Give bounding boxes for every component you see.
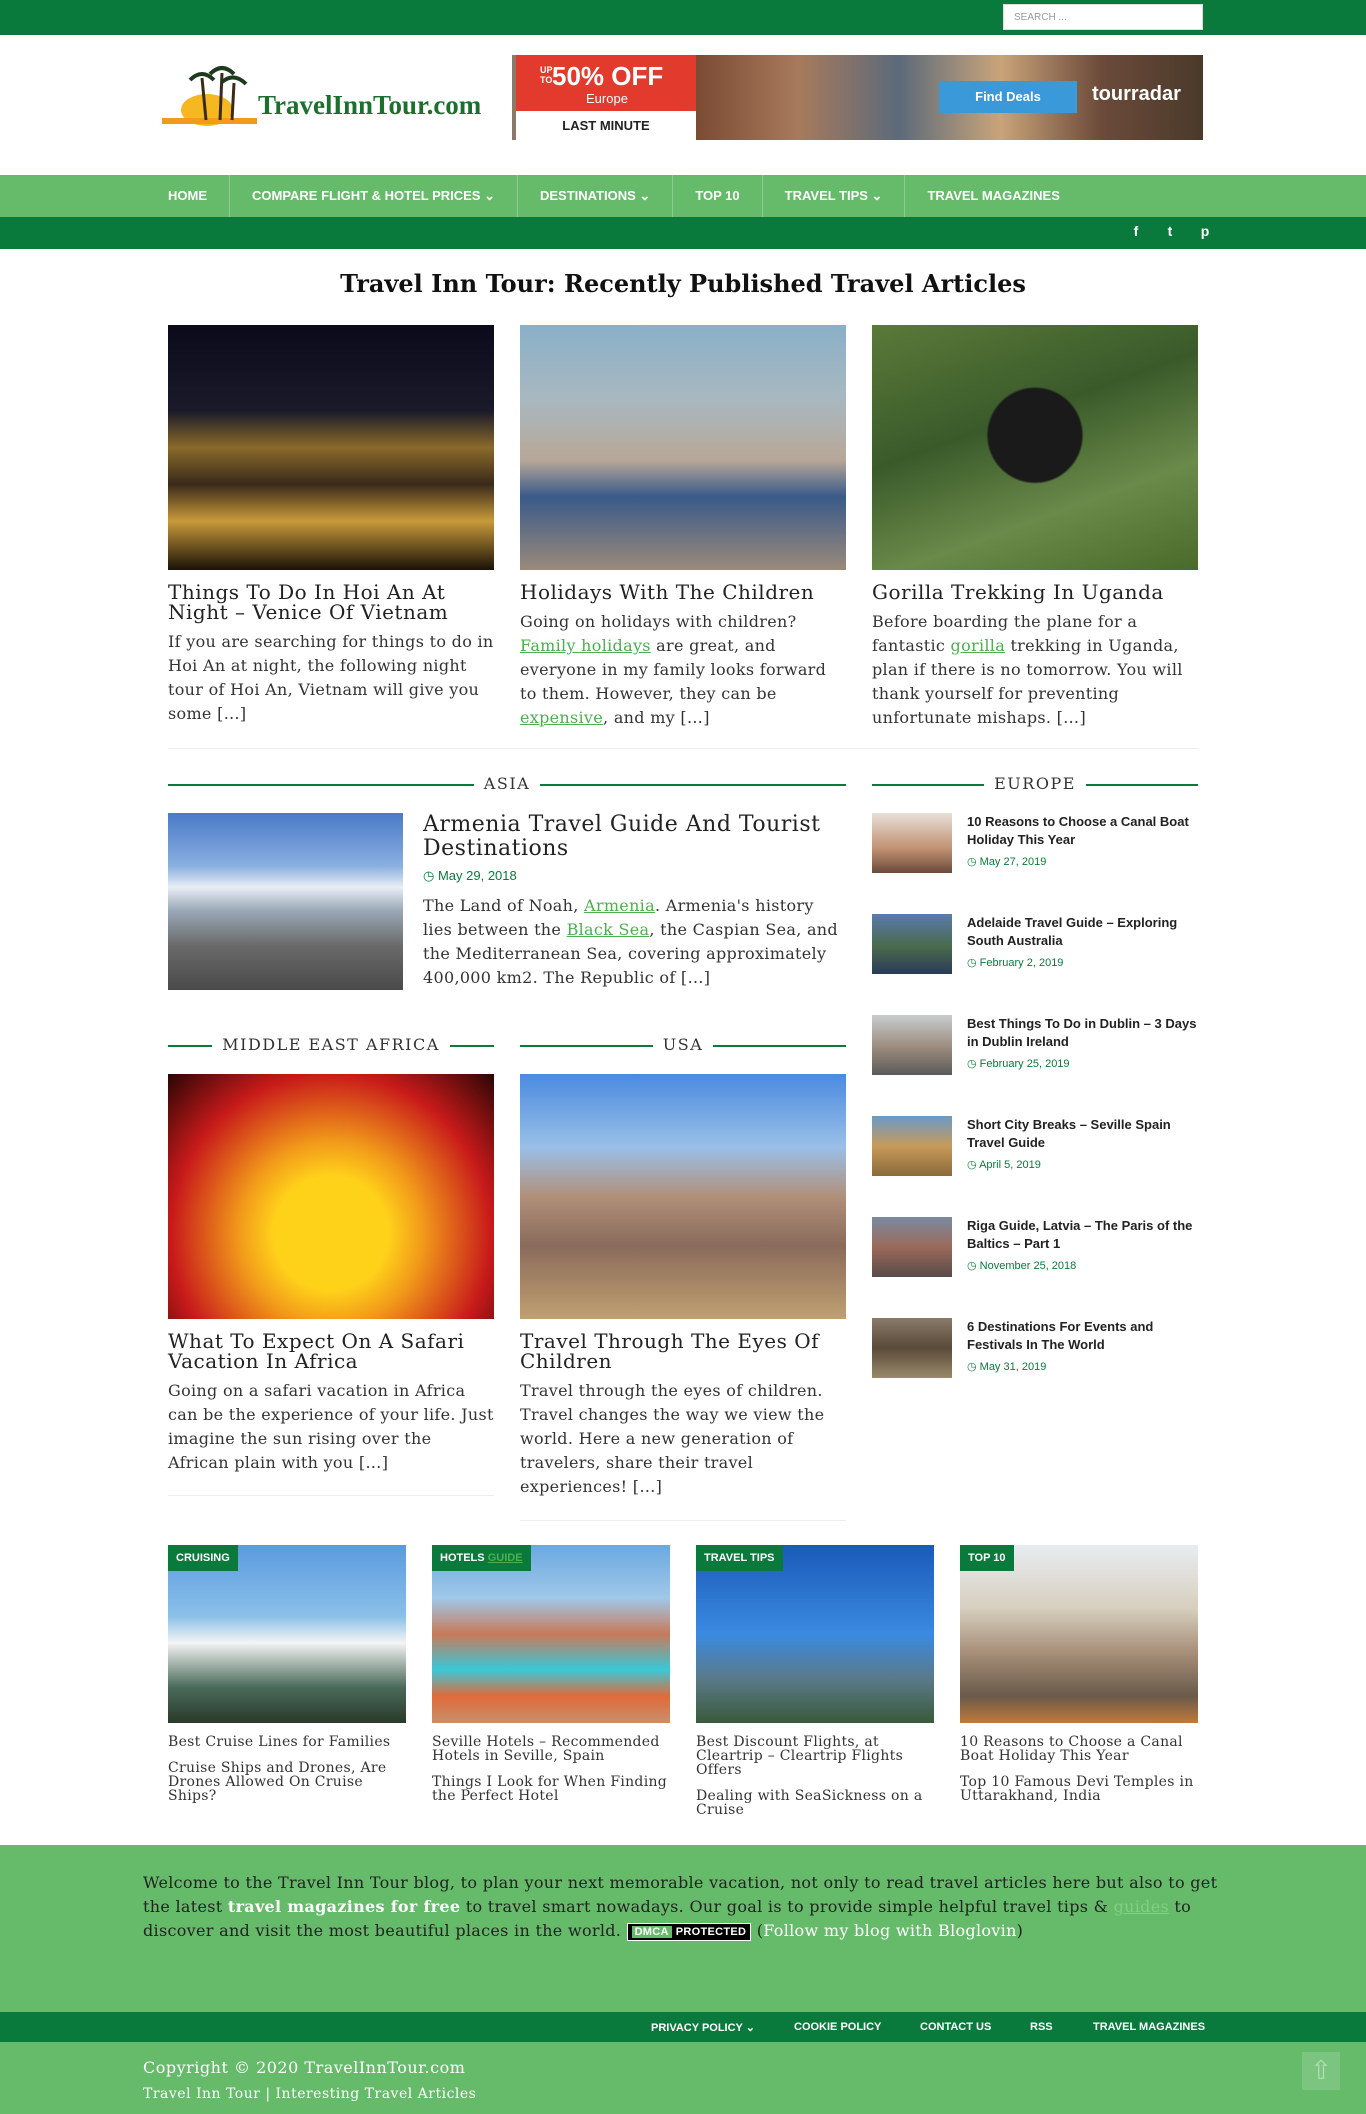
section-heading-usa[interactable]: USA [520, 1035, 846, 1055]
asia-date: ◷ May 29, 2018 [423, 868, 517, 883]
footer-about [0, 1845, 1366, 2012]
category-block-top10 [960, 1545, 1198, 1803]
social-bar [0, 217, 1366, 249]
banner-ad[interactable] [512, 55, 1203, 140]
footer-about-text: Welcome to the Travel Inn Tour blog, to plan your next memorable vacation, not only to read travel articles here but also to get the latest travel magazines for free to travel smart nowadays. Our goal is to provide simple helpful travel tips & guides to discover and visit the most beautiful places in the world. DMCA PROTECTED (Follow my blog with Bloglovin) [143, 1873, 1218, 1940]
category-link[interactable]: Top 10 Famous Devi Temples in Uttarakhand, India [960, 1774, 1194, 1804]
europe-item-title[interactable]: Best Things To Do in Dublin – 3 Days in Dublin Ireland [967, 1016, 1197, 1049]
site-logo[interactable] [162, 58, 482, 148]
category-block-hotels [432, 1545, 670, 1803]
card-title[interactable]: Travel Through The Eyes Of Children [520, 1329, 820, 1373]
footer-cookie-policy[interactable]: COOKIE POLICY [794, 2021, 882, 2033]
recent-card-holidays [520, 325, 846, 730]
grand-canyon-image[interactable] [520, 1074, 846, 1319]
europe-thumb[interactable] [872, 1015, 952, 1075]
category-link[interactable]: Seville Hotels – Recommended Hotels in Seville, Spain [432, 1734, 660, 1764]
gorilla-link[interactable]: gorilla [950, 636, 1006, 655]
europe-item-date: ◷ February 2, 2019 [967, 957, 1064, 969]
london-image[interactable] [960, 1545, 1198, 1723]
footer-contact-us[interactable]: CONTACT US [920, 2021, 992, 2033]
family-holidays-link[interactable]: Family holidays [520, 636, 651, 655]
asia-title[interactable]: Armenia Travel Guide And Tourist Destinations [423, 812, 821, 861]
usa-card [520, 1074, 846, 1499]
hoi-an-image[interactable] [168, 325, 494, 570]
europe-item-title[interactable]: 10 Reasons to Choose a Canal Boat Holiday This Year [967, 814, 1189, 847]
footer-rss[interactable]: RSS [1030, 2021, 1053, 2033]
nav-top10[interactable]: TOP 10 [673, 175, 762, 217]
section-heading-asia[interactable]: ASIA [168, 774, 846, 794]
europe-item[interactable] [872, 1217, 1198, 1297]
europe-item-date: ◷ April 5, 2019 [967, 1159, 1041, 1171]
europe-item-date: ◷ May 27, 2019 [967, 856, 1047, 868]
card-excerpt: Going on holidays with children? Family holidays are great, and everyone in my family looks forward to them. However, they can be expensive, and my […] [520, 612, 827, 727]
ad-offer [516, 55, 696, 111]
cruise-image[interactable] [168, 1545, 406, 1723]
guide-link[interactable]: GUIDE [487, 1552, 523, 1564]
card-excerpt: Travel through the eyes of children. Travel changes the way we view the world. Here a new generation of travelers, share their travel experiences! […] [520, 1381, 825, 1496]
hotel-pool-image[interactable] [432, 1545, 670, 1723]
holidays-image[interactable] [520, 325, 846, 570]
ad-upto: UP TO [540, 65, 553, 85]
category-link[interactable]: Best Cruise Lines for Families [168, 1734, 391, 1750]
footer-bottom [0, 2042, 1366, 2114]
card-excerpt: Going on a safari vacation in Africa can be the experience of your life. Just imagine the sun rising over the African plain with you […] [168, 1381, 494, 1472]
europe-item[interactable] [872, 1116, 1198, 1196]
site-tagline: Travel Inn Tour | Interesting Travel Articles [143, 2086, 477, 2102]
search-input[interactable]: SEARCH ... [1003, 4, 1203, 30]
recent-card-hoi-an [168, 325, 494, 726]
card-excerpt: If you are searching for things to do in Hoi An at night, the following night tour of Hoi An, Vietnam will give you some […] [168, 632, 494, 723]
nav-destinations[interactable]: DESTINATIONS ⌄ [518, 175, 673, 217]
europe-thumb[interactable] [872, 914, 952, 974]
europe-thumb[interactable] [872, 813, 952, 873]
category-link[interactable]: Dealing with SeaSickness on a Cruise [696, 1788, 923, 1818]
bloglovin-link[interactable]: Follow my blog with Bloglovin [763, 1921, 1017, 1940]
footer-nav [0, 2012, 1366, 2042]
top-bar [0, 0, 1366, 35]
mea-card [168, 1074, 494, 1475]
europe-thumb[interactable] [872, 1116, 952, 1176]
europe-item[interactable] [872, 1015, 1198, 1095]
palm-sunset-icon [162, 58, 262, 148]
ad-percent: 50% OFF [552, 61, 664, 91]
category-tag[interactable]: TOP 10 [960, 1545, 1014, 1571]
europe-item[interactable] [872, 1318, 1198, 1398]
section-heading-mea[interactable]: MIDDLE EAST AFRICA [168, 1035, 494, 1055]
ad-last-minute: LAST MINUTE [516, 111, 696, 140]
nav-travel-magazines[interactable]: TRAVEL MAGAZINES [927, 188, 1060, 203]
armenia-image[interactable] [168, 813, 403, 990]
logo-text: TravelInnTour.com [258, 90, 482, 120]
card-title[interactable]: Gorilla Trekking In Uganda [872, 580, 1164, 604]
category-block-cruising [168, 1545, 406, 1803]
category-link[interactable]: 10 Reasons to Choose a Canal Boat Holiday This Year [960, 1734, 1183, 1764]
black-sea-link[interactable]: Black Sea [566, 920, 650, 939]
dmca-badge[interactable]: DMCA PROTECTED [627, 1923, 752, 1941]
safari-image[interactable] [168, 1074, 494, 1319]
footer-privacy-policy[interactable]: PRIVACY POLICY ⌄ [651, 2022, 755, 2034]
guides-link[interactable]: guides [1113, 1897, 1169, 1916]
category-link[interactable]: Things I Look for When Finding the Perfect Hotel [432, 1774, 668, 1804]
main-nav [0, 175, 1366, 217]
nav-compare[interactable]: COMPARE FLIGHT & HOTEL PRICES ⌄ [230, 175, 518, 217]
expensive-link[interactable]: expensive [520, 708, 604, 727]
footer-travel-magazines[interactable]: TRAVEL MAGAZINES [1093, 2021, 1206, 2033]
europe-thumb[interactable] [872, 1217, 952, 1277]
facebook-icon[interactable]: f [1133, 223, 1139, 239]
gorilla-image[interactable] [872, 325, 1198, 570]
card-excerpt: Before boarding the plane for a fantastic gorilla trekking in Uganda, plan if there is no tomorrow. You will thank yourself for preventing unfortunate mishaps. […] [872, 612, 1183, 727]
europe-item-date: ◷ May 31, 2019 [967, 1361, 1047, 1373]
europe-item-title[interactable]: Short City Breaks – Seville Spain Travel Guide [967, 1117, 1171, 1150]
asia-excerpt: The Land of Noah, Armenia. Armenia's history lies between the Black Sea, the Caspian Sea, and the Mediterranean Sea, covering approximately 400,000 km2. The Republic of […] [423, 896, 838, 987]
pinterest-icon[interactable]: p [1200, 223, 1210, 239]
ad-brand-logo: tourradar [1092, 83, 1181, 105]
europe-item[interactable] [872, 914, 1198, 994]
category-link[interactable]: Cruise Ships and Drones, Are Drones Allowed On Cruise Ships? [168, 1760, 387, 1804]
scroll-to-top-icon[interactable]: ⇧ [1302, 2052, 1340, 2090]
copyright: Copyright © 2020 TravelInnTour.com [143, 2058, 466, 2077]
europe-item[interactable] [872, 813, 1198, 893]
card-title[interactable]: Holidays With The Children [520, 580, 815, 604]
page-title: Travel Inn Tour: Recently Published Travel Articles [340, 269, 1026, 298]
category-tag[interactable]: CRUISING [168, 1545, 238, 1571]
ad-find-deals-button[interactable]: Find Deals [939, 81, 1077, 113]
twitter-icon[interactable]: t [1167, 223, 1173, 239]
europe-item-date: ◷ November 25, 2018 [967, 1260, 1077, 1272]
europe-item-title[interactable]: 6 Destinations For Events and Festivals In The World [967, 1319, 1154, 1352]
europe-item-title[interactable]: Adelaide Travel Guide – Exploring South Australia [967, 915, 1178, 948]
category-link[interactable]: Best Discount Flights, at Cleartrip – Cleartrip Flights Offers [696, 1734, 904, 1778]
travel-magazines-link[interactable]: travel magazines for free [227, 1897, 461, 1916]
armenia-link[interactable]: Armenia [584, 896, 655, 915]
nav-home[interactable]: HOME [146, 175, 230, 217]
europe-item-date: ◷ February 25, 2019 [967, 1058, 1070, 1070]
card-title[interactable]: Things To Do In Hoi An At Night – Venice Of Vietnam [168, 580, 449, 624]
airplane-image[interactable] [696, 1545, 934, 1723]
card-title[interactable]: What To Expect On A Safari Vacation In Africa [168, 1329, 465, 1373]
ad-region: Europe [586, 91, 628, 106]
recent-card-gorilla [872, 325, 1198, 730]
category-block-travel-tips [696, 1545, 934, 1817]
europe-thumb[interactable] [872, 1318, 952, 1378]
section-heading-europe[interactable]: EUROPE [872, 774, 1198, 794]
category-tag[interactable]: TRAVEL TIPS [696, 1545, 783, 1571]
nav-travel-tips[interactable]: TRAVEL TIPS ⌄ [763, 175, 906, 217]
category-tag[interactable]: HOTELS GUIDE [432, 1545, 531, 1571]
europe-item-title[interactable]: Riga Guide, Latvia – The Paris of the Baltics – Part 1 [967, 1218, 1193, 1251]
